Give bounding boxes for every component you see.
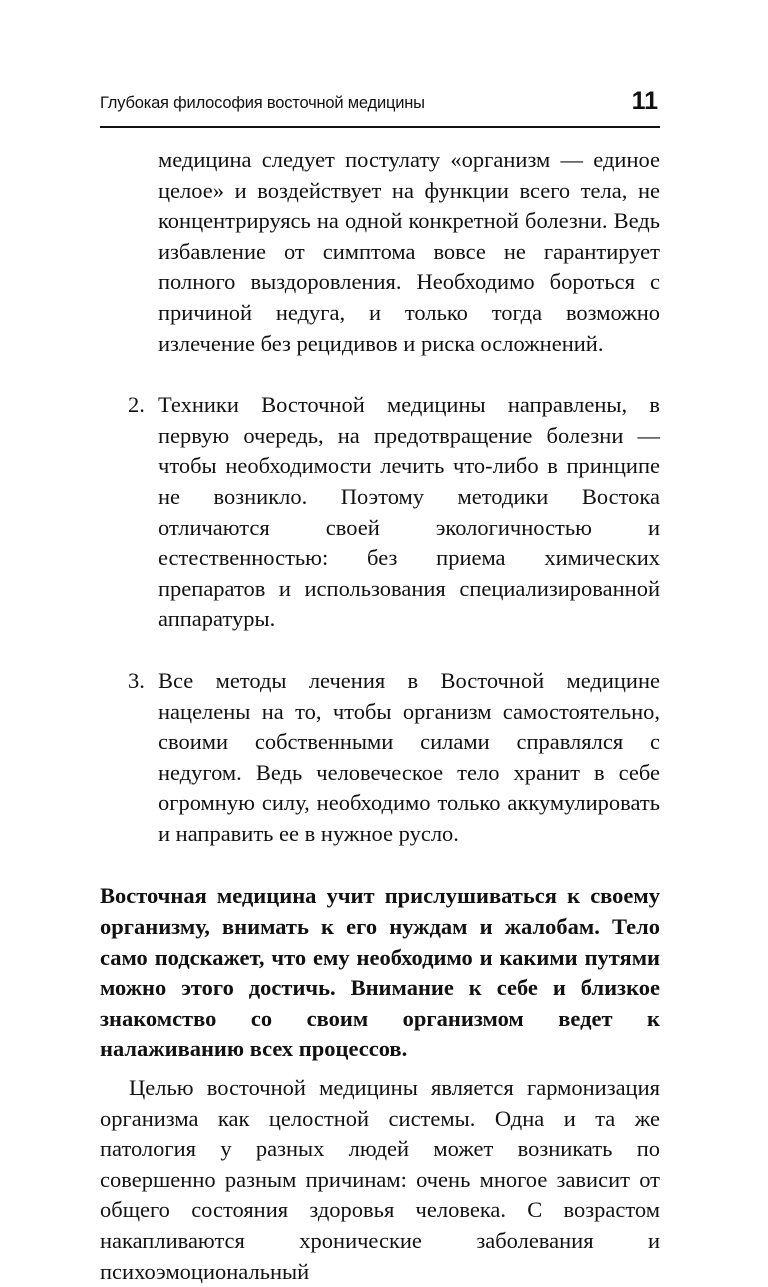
list-item-text: Техники Восточной медицины направлены, в первую очередь, на предотвращение болезни — чтобы необходимости лечить что-либо в принципе не возникло. Поэтому методики Востока отличаются своей экологичностью и естественностью: без приема химических препаратов и использования специализированной аппаратуры. bbox=[158, 392, 660, 632]
page-number: 11 bbox=[631, 87, 658, 115]
page-body bbox=[100, 145, 660, 1287]
continued-paragraph: медицина следует постулату «организм — единое целое» и воздействует на функции всего тела, не концентрируясь на одной конкретной болезни. Ведь избавление от симптома вовсе не гарантирует полного выздоровления. Необходимо бороться с причиной недуга, и только тогда возможно излечение без рецидивов и риска осложнений. bbox=[158, 147, 660, 356]
bold-highlight-paragraph: Восточная медицина учит прислушиваться к своему организму, внимать к его нуждам и жалобам. Тело само подскажет, что ему необходимо и какими путями можно этого достичь. Внимание к себе и близкое знакомство со своим организмом ведет к налаживанию всех процессов. bbox=[100, 883, 660, 1062]
running-title: Глубокая философия восточной медицины bbox=[100, 94, 425, 112]
list-item-text: Все методы лечения в Восточной медицине нацелены на то, чтобы организм самостоятельно, своими собственными силами справлялся с недугом. Ведь человеческое тело хранит в себе огромную силу, необходимо только аккумулировать и направить ее в нужное русло. bbox=[158, 667, 660, 846]
list-item bbox=[100, 390, 660, 635]
list-item-number: 2. bbox=[128, 392, 145, 418]
numbered-list bbox=[100, 390, 660, 849]
list-item bbox=[100, 666, 660, 850]
list-item-number: 3. bbox=[128, 667, 145, 693]
body-paragraph: Целью восточной медицины является гармонизация организма как целостной системы. Одна и та же патология у разных людей может возникать по совершенно разным причинам: очень многое зависит от общего состояния здоровья человека. С возрастом накапливаются хронические заболевания и психоэмоциональный bbox=[100, 1075, 660, 1284]
page-header bbox=[100, 86, 660, 128]
